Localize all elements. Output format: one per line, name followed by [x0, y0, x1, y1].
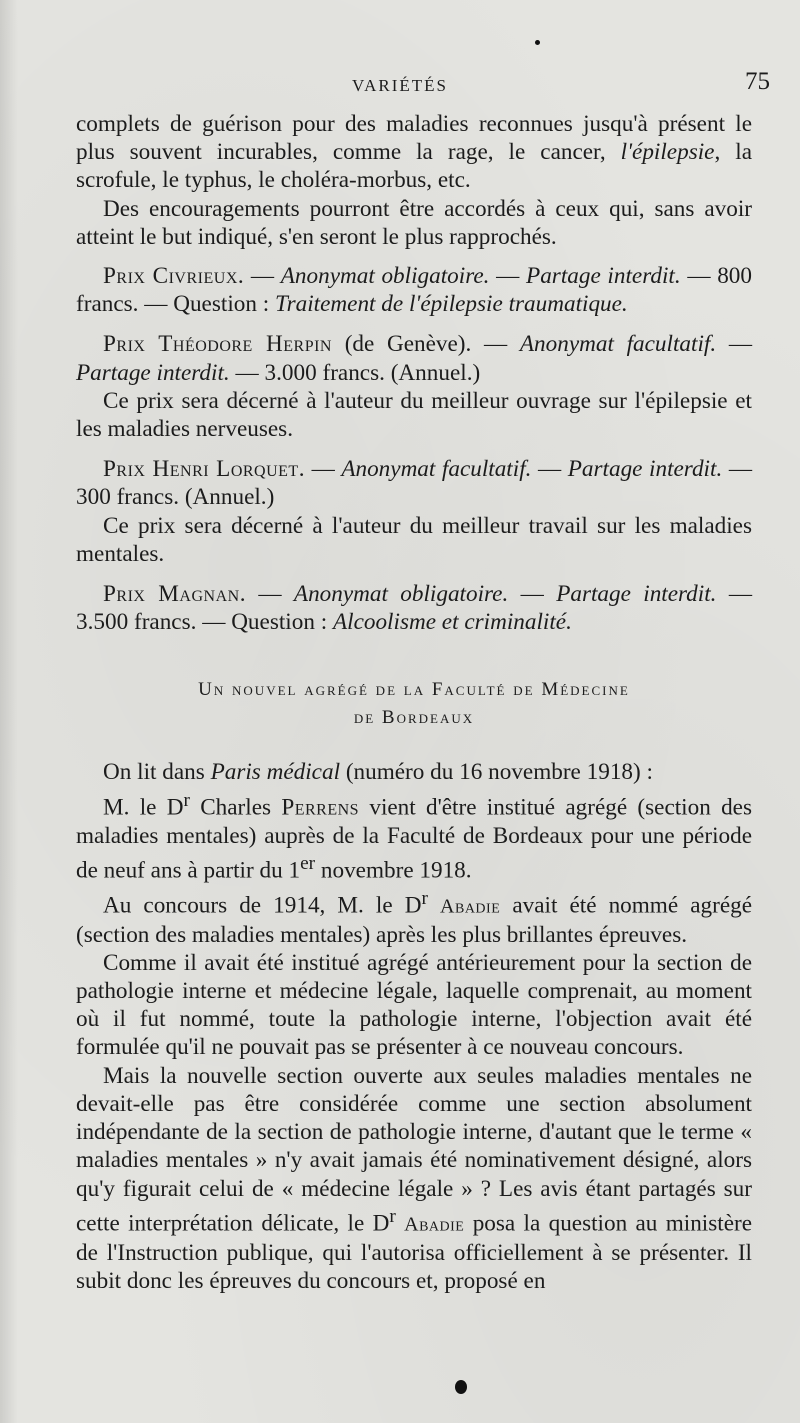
text-run: On lit dans — [103, 759, 211, 786]
text-run: , la scrofule, le typhus, le choléra-morbus, etc. — [76, 139, 752, 194]
paragraph-lorquet-desc: Ce prix sera décerné à l'auteur du meilleur travail sur les maladies mentales. — [76, 512, 752, 567]
italic-term: Paris médical — [210, 759, 341, 786]
page-number: 75 — [745, 68, 770, 95]
body-text — [76, 110, 752, 1295]
superscript: r — [421, 887, 428, 909]
text-run: (de Genève). — — [332, 331, 520, 358]
paragraph-source — [76, 758, 752, 786]
paragraph-objection: Comme il avait été institué agrégé antérieurement pour la section de pathologie interne et médecine légale, laquelle comprenait, au moment où il fut nommé, toute la pathologie interne, l'objection avait été formulée qu'il ne pouvait pas se présenter à ce nouveau concours. — [76, 949, 752, 1061]
italic-term: Partage interdit. — [567, 456, 723, 483]
text-run: (numéro du 16 novembre 1918) : — [340, 759, 653, 786]
text-run: Au concours de 1914, M. le D — [103, 892, 422, 919]
text-run: complets de guérison pour des maladies reconnues jusqu'à présent le plus souvent incurables, comme la rage, le cancer, — [76, 111, 752, 166]
superscript: r — [183, 789, 190, 811]
paragraph-herpin-desc: Ce prix sera décerné à l'auteur du meilleur ouvrage sur l'épilepsie et les maladies nerveuses. — [76, 387, 752, 443]
text-run: vient d'être institué agrégé (section des maladies mentales) auprès de la Faculté de Bordeaux pour une période de neuf ans à partir du 1 — [76, 794, 752, 884]
text-run: — — [508, 581, 557, 608]
text-run: novembre 1918. — [315, 857, 472, 884]
text-run: Mais la nouvelle section ouverte aux seules maladies mentales ne devait-elle pas être considérée comme une section absolument indépendante de la section de pathologie interne, d'autant que le terme « maladies mentales » n'y avait jamais été nominativement désigné, alors qu'y figurait celui de « médecine légale » ? Les avis étant partagés sur cette interprétation délicate, le D — [76, 1062, 752, 1237]
section-heading-line-1: Un nouvel agrégé de la Faculté de Médecine — [198, 679, 630, 701]
italic-term: Partage interdit. — [526, 263, 681, 290]
paragraph-ministere — [76, 1062, 752, 1295]
italic-term: Anonymat facultatif. — [519, 331, 717, 358]
text-run: — 300 francs. (Annuel.) — [76, 456, 753, 511]
running-head: VARIÉTÉS — [352, 76, 448, 95]
text-run: — — [716, 331, 753, 358]
prize-herpin — [76, 330, 752, 386]
text-run: — — [489, 263, 527, 290]
text-run: Charles — [189, 794, 282, 821]
italic-term: l'épilepsie — [620, 139, 715, 166]
italic-term: Anonymat obligatoire. — [293, 581, 509, 608]
italic-term: Anonymat facultatif. — [341, 456, 532, 483]
italic-term: Partage interdit. — [76, 359, 230, 386]
page-edge-shadow — [0, 0, 18, 1423]
person-name: Abadie — [404, 1213, 465, 1236]
text-run: avait été nommé agrégé (section des maladies mentales) après les plus brillantes épreuves. — [76, 892, 753, 948]
prize-name: Prix Magnan. — [103, 581, 246, 608]
ink-speck — [535, 40, 540, 45]
text-run — [428, 892, 440, 918]
superscript: er — [300, 852, 316, 874]
text-run: — 800 francs. — Question : — [76, 263, 752, 318]
superscript: r — [389, 1205, 396, 1227]
text-run: — — [305, 456, 342, 483]
text-run: — — [244, 263, 281, 290]
text-run: M. le D — [103, 794, 184, 821]
prize-name: Prix Civrieux. — [103, 263, 245, 290]
prize-lorquet — [76, 455, 752, 511]
italic-term: Anonymat obligatoire. — [280, 263, 490, 290]
person-name: Perrens — [281, 794, 360, 821]
paragraph-abadie — [76, 885, 752, 949]
ink-speck — [455, 1380, 467, 1394]
person-name: Abadie — [440, 895, 501, 918]
text-run: — — [531, 456, 568, 483]
text-run: — — [246, 581, 294, 608]
paragraph-perrens — [76, 787, 752, 885]
page-header — [0, 68, 800, 104]
text-run — [396, 1210, 404, 1236]
section-heading — [76, 676, 752, 732]
italic-term: Partage interdit. — [556, 581, 717, 608]
italic-term: Alcoolisme et criminalité. — [332, 609, 572, 636]
prize-name: Prix Théodore Herpin — [103, 331, 332, 358]
prize-name: Prix Henri Lorquet. — [103, 456, 305, 483]
section-heading-line-2: de Bordeaux — [353, 707, 475, 729]
text-run: — 3.000 francs. (Annuel.) — [229, 359, 481, 386]
paragraph-1 — [76, 110, 752, 195]
text-run: — 3.500 francs. — Question : — [76, 581, 753, 636]
prize-magnan — [76, 580, 752, 636]
text-run: posa la question au ministère de l'Instruction publique, qui l'autorisa officiellement à se présenter. Il subit donc les épreuves du concours et, proposé en — [76, 1210, 753, 1294]
paragraph-2: Des encouragements pourront être accordés à ceux qui, sans avoir atteint le but indiqué, s'en seront le plus rapprochés. — [76, 195, 752, 250]
italic-term: Traitement de l'épilepsie traumatique. — [275, 291, 628, 318]
prize-civrieux — [76, 262, 752, 318]
